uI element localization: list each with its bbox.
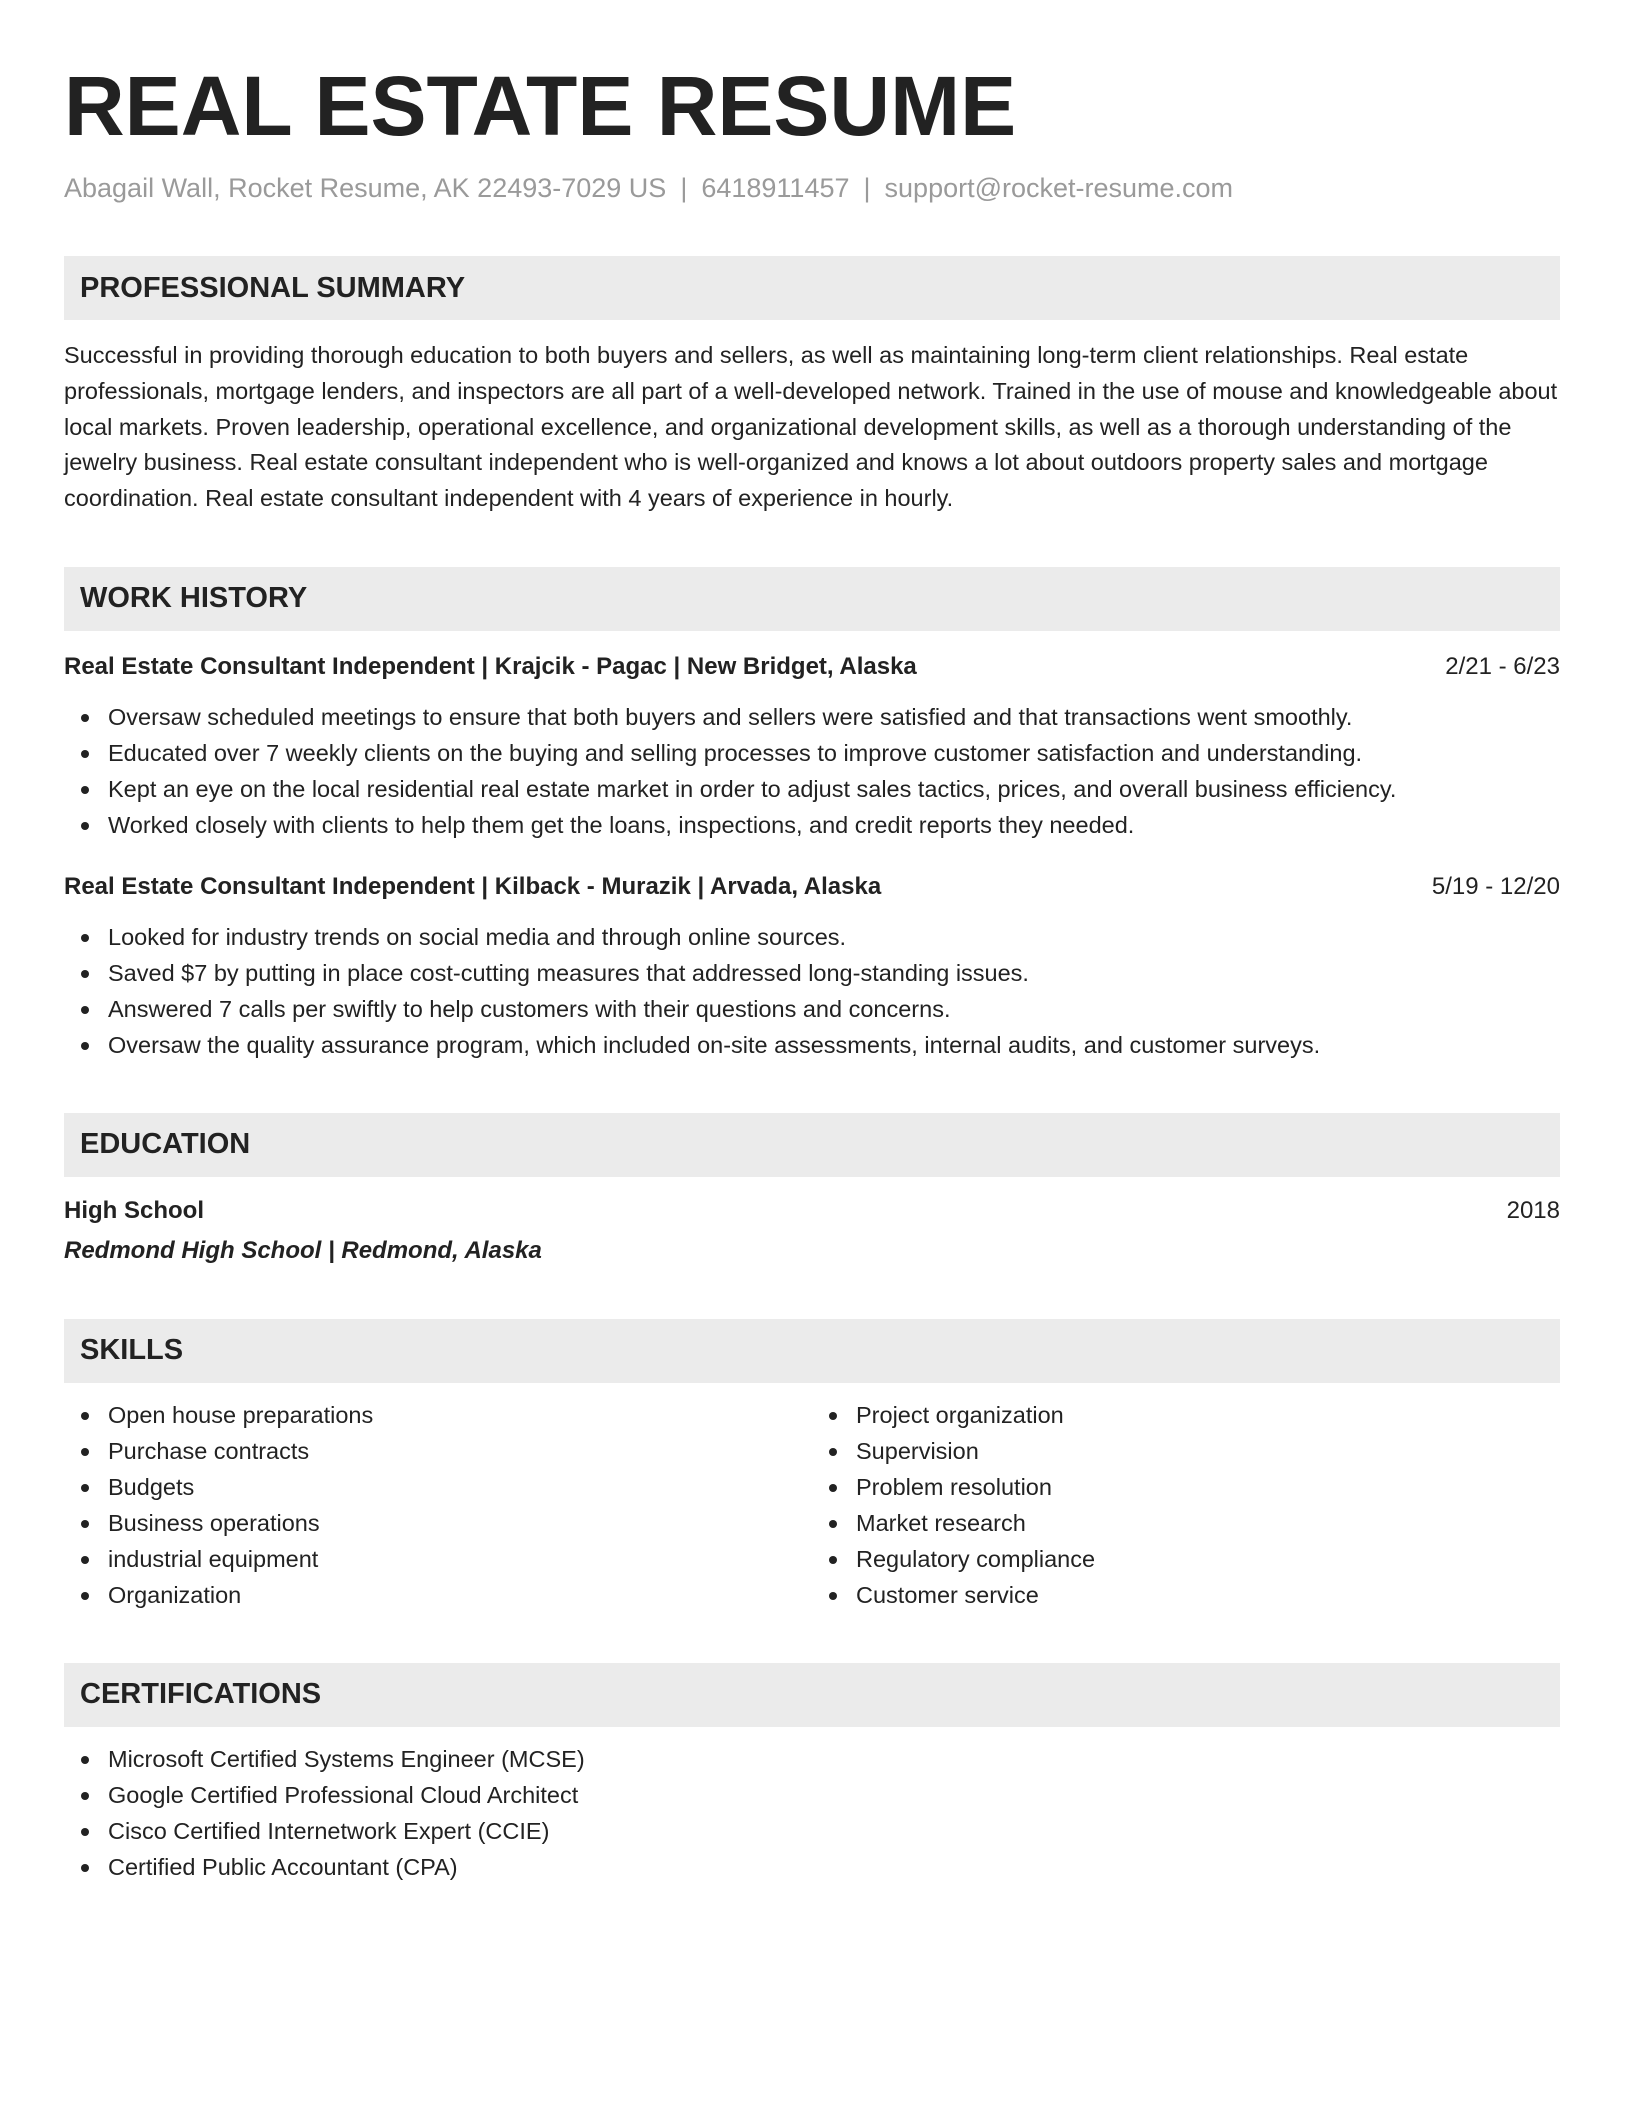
section-title: SKILLS (80, 1334, 184, 1367)
summary-text: Successful in providing thorough education to both buyers and sellers, as well as maintaining long-term client relationships. Real estate professionals, mortgage lenders, and inspectors are all part of a well-developed network. Trained in the use of mouse and knowledgeable about local markets. Proven leadership, operational excellence, and organizational development skills, as well as a thorough understanding of the jewelry business. Real estate consultant independent who is well-organized and knows a lot about outdoors property sales and mortgage coordination. Real estate consultant independent with 4 years of experience in hourly. (64, 342, 1558, 512)
list-item: Oversaw the quality assurance program, which included on-site assessments, internal audits, and customer surveys. (64, 1027, 1560, 1063)
job-dates: 2/21 - 6/23 (1445, 652, 1560, 680)
list-item: Google Certified Professional Cloud Architect (64, 1777, 1560, 1813)
job-dates: 5/19 - 12/20 (1431, 872, 1560, 900)
education-entry (64, 1193, 1560, 1269)
list-item: Business operations (64, 1505, 812, 1541)
job-bullets (64, 699, 1560, 843)
education-year: 2018 (1506, 1196, 1560, 1224)
section-header-work-history (64, 567, 1560, 631)
list-item: Organization (64, 1577, 812, 1613)
resume-title: REAL ESTATE RESUME (64, 59, 1017, 153)
job-title: Real Estate Consultant Independent | Kilback - Murazik | Arvada, Alaska (64, 872, 882, 900)
education-degree: High School (64, 1196, 204, 1224)
list-item: Problem resolution (812, 1469, 1560, 1505)
list-item: Answered 7 calls per swiftly to help customers with their questions and concerns. (64, 991, 1560, 1027)
certifications-list (64, 1741, 1560, 1885)
contact-address: Abagail Wall, Rocket Resume, AK 22493-7029 US (64, 173, 667, 203)
section-title: EDUCATION (80, 1128, 251, 1161)
job-title: Real Estate Consultant Independent | Krajcik - Pagac | New Bridget, Alaska (64, 652, 917, 680)
list-item: Budgets (64, 1469, 812, 1505)
list-item: Kept an eye on the local residential real estate market in order to adjust sales tactics, prices, and overall business efficiency. (64, 771, 1560, 807)
skills-column-right (812, 1397, 1560, 1613)
education-school: Redmond High School | Redmond, Alaska (64, 1236, 542, 1264)
contact-line (64, 170, 1560, 206)
list-item: Looked for industry trends on social media and through online sources. (64, 919, 1560, 955)
job-bullets (64, 919, 1560, 1063)
resume-page (64, 60, 1560, 1885)
list-item: Purchase contracts (64, 1433, 812, 1469)
list-item: Saved $7 by putting in place cost-cutting measures that addressed long-standing issues. (64, 955, 1560, 991)
section-header-skills (64, 1319, 1560, 1383)
list-item: Cisco Certified Internetwork Expert (CCIE) (64, 1813, 1560, 1849)
list-item: Microsoft Certified Systems Engineer (MCSE) (64, 1741, 1560, 1777)
section-header-summary (64, 256, 1560, 320)
job-header (64, 869, 1560, 905)
list-item: Oversaw scheduled meetings to ensure that both buyers and sellers were satisfied and that transactions went smoothly. (64, 699, 1560, 735)
list-item: Project organization (812, 1397, 1560, 1433)
section-header-certifications (64, 1663, 1560, 1727)
list-item: Regulatory compliance (812, 1541, 1560, 1577)
list-item: Educated over 7 weekly clients on the buying and selling processes to improve customer satisfaction and understanding. (64, 735, 1560, 771)
skills-grid (64, 1397, 1560, 1613)
list-item: Supervision (812, 1433, 1560, 1469)
list-item: Certified Public Accountant (CPA) (64, 1849, 1560, 1885)
contact-email: support@rocket-resume.com (884, 173, 1234, 203)
job-entry (64, 649, 1560, 843)
skills-column-left (64, 1397, 812, 1613)
list-item: Customer service (812, 1577, 1560, 1613)
list-item: Open house preparations (64, 1397, 812, 1433)
list-item: industrial equipment (64, 1541, 812, 1577)
contact-separator: | (680, 173, 688, 203)
list-item: Market research (812, 1505, 1560, 1541)
job-header (64, 649, 1560, 685)
section-title: PROFESSIONAL SUMMARY (80, 271, 466, 304)
job-entry (64, 869, 1560, 1063)
section-header-education (64, 1113, 1560, 1177)
education-header (64, 1193, 1560, 1229)
section-title: WORK HISTORY (80, 582, 308, 615)
contact-phone: 6418911457 (701, 173, 850, 203)
contact-separator: | (863, 173, 871, 203)
section-title: CERTIFICATIONS (80, 1678, 322, 1711)
list-item: Worked closely with clients to help them get the loans, inspections, and credit reports they needed. (64, 807, 1560, 843)
